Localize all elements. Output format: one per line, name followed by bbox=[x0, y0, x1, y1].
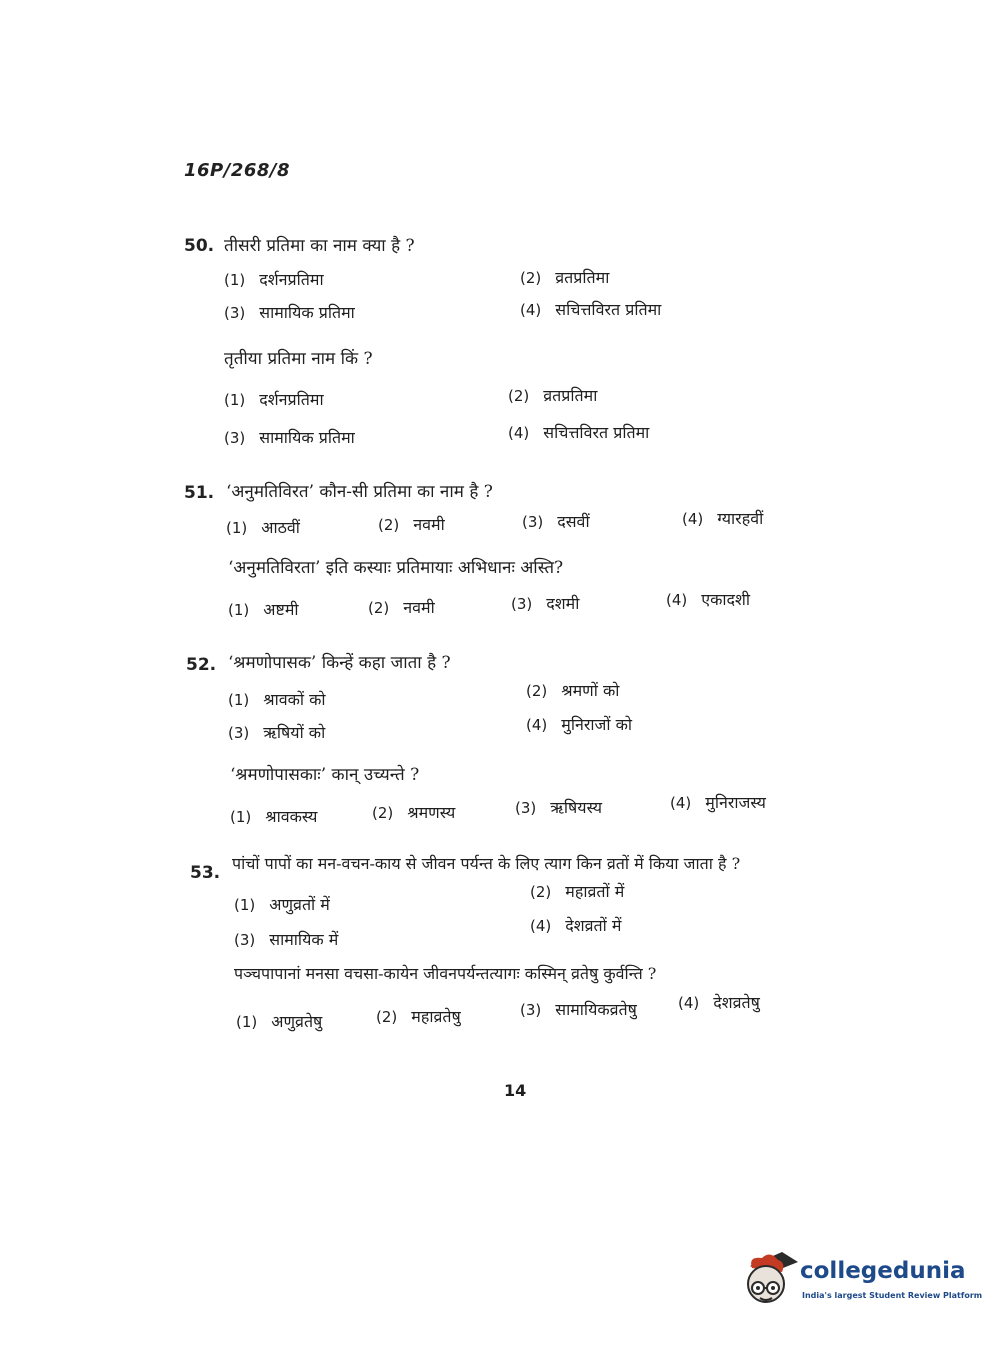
option-2: (2) व्रतप्रतिमा bbox=[520, 268, 610, 287]
question-text-hindi: ‘श्रमणोपासक’ किन्हें कहा जाता है ? bbox=[228, 653, 451, 673]
option-3: (3) दशमी bbox=[511, 594, 580, 613]
question-number: 51. bbox=[184, 483, 215, 503]
question-text-hindi: ‘अनुमतिविरत’ कौन-सी प्रतिमा का नाम है ? bbox=[226, 482, 493, 502]
option-1: (1) श्रावकों को bbox=[228, 690, 326, 709]
question-text-sanskrit: पञ्चपापानां मनसा वचसा-कायेन जीवनपर्यन्तत्यागः कस्मिन् व्रतेषु कुर्वन्ति ? bbox=[234, 964, 657, 983]
option-3: (3) सामायिक प्रतिमा bbox=[224, 428, 355, 447]
option-2: (2) श्रमणों को bbox=[526, 681, 620, 700]
watermark-name: collegedunia bbox=[800, 1258, 966, 1284]
question-text-sanskrit: तृतीया प्रतिमा नाम किं ? bbox=[224, 349, 373, 369]
option-2: (2) महाव्रतेषु bbox=[376, 1007, 461, 1026]
page-code: 16P/268/8 bbox=[184, 160, 290, 181]
collegedunia-watermark bbox=[742, 1248, 983, 1312]
question-text-sanskrit: ‘अनुमतिविरता’ इति कस्याः प्रतिमायाः अभिधानः अस्ति? bbox=[228, 558, 564, 578]
option-1: (1) दर्शनप्रतिमा bbox=[224, 270, 324, 289]
option-3: (3) सामायिक प्रतिमा bbox=[224, 303, 355, 322]
option-3: (3) सामायिक में bbox=[234, 930, 339, 949]
question-number: 52. bbox=[186, 655, 217, 675]
option-4: (4) ग्यारहवीं bbox=[682, 509, 764, 528]
option-1: (1) श्रावकस्य bbox=[230, 807, 318, 826]
option-4: (4) देशव्रतेषु bbox=[678, 993, 760, 1012]
option-4: (4) मुनिराजस्य bbox=[670, 793, 766, 812]
option-3: (3) ऋषियस्य bbox=[515, 798, 603, 817]
question-number: 53. bbox=[190, 863, 221, 883]
option-1: (1) अणुव्रतों में bbox=[234, 895, 330, 914]
option-4: (4) एकादशी bbox=[666, 590, 751, 609]
option-3: (3) सामायिकव्रतेषु bbox=[520, 1000, 637, 1019]
option-4: (4) सचित्तविरत प्रतिमा bbox=[508, 423, 650, 442]
question-text-sanskrit: ‘श्रमणोपासकाः’ कान् उच्यन्ते ? bbox=[230, 765, 420, 785]
option-4: (4) देशव्रतों में bbox=[530, 916, 622, 935]
question-text-hindi: तीसरी प्रतिमा का नाम क्या है ? bbox=[224, 236, 415, 256]
mascot-icon bbox=[742, 1248, 798, 1308]
option-4: (4) मुनिराजों को bbox=[526, 715, 633, 734]
question-number: 50. bbox=[184, 236, 215, 256]
option-1: (1) अणुव्रतेषु bbox=[236, 1012, 323, 1031]
page-number: 14 bbox=[504, 1081, 527, 1100]
watermark-tagline: India's largest Student Review Platform bbox=[802, 1291, 983, 1300]
option-2: (2) नवमी bbox=[368, 598, 435, 617]
option-1: (1) दर्शनप्रतिमा bbox=[224, 390, 324, 409]
option-4: (4) सचित्तविरत प्रतिमा bbox=[520, 300, 662, 319]
option-1: (1) आठवीं bbox=[226, 518, 300, 537]
option-2: (2) व्रतप्रतिमा bbox=[508, 386, 598, 405]
option-2: (2) महाव्रतों में bbox=[530, 882, 625, 901]
question-text-hindi: पांचों पापों का मन-वचन-काय से जीवन पर्यन्त के लिए त्याग किन व्रतों में किया जाता है ? bbox=[232, 854, 741, 873]
option-1: (1) अष्टमी bbox=[228, 600, 299, 619]
option-2: (2) नवमी bbox=[378, 515, 445, 534]
option-3: (3) ऋषियों को bbox=[228, 723, 326, 742]
option-2: (2) श्रमणस्य bbox=[372, 803, 456, 822]
option-3: (3) दसवीं bbox=[522, 512, 590, 531]
